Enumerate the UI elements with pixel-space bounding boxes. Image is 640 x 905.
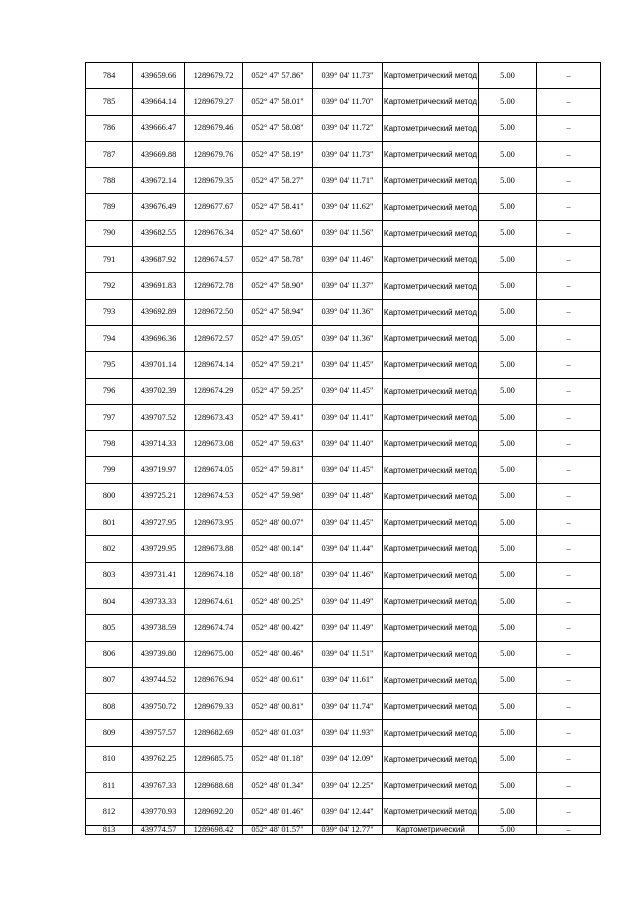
latitude-cell: 052° 47' 59.21" xyxy=(243,352,313,378)
longitude-cell: 039° 04' 11.40" xyxy=(313,431,383,457)
x-coordinate-cell: 439669.88 xyxy=(133,141,185,167)
longitude-cell: 039° 04' 11.37" xyxy=(313,273,383,299)
accuracy-cell: 5.00 xyxy=(479,115,537,141)
note-cell: – xyxy=(537,562,601,588)
accuracy-cell: 5.00 xyxy=(479,773,537,799)
point-number-cell: 803 xyxy=(86,562,133,588)
point-number-cell: 809 xyxy=(86,720,133,746)
point-number-cell: 795 xyxy=(86,352,133,378)
method-cell: Картометрический метод xyxy=(383,404,479,430)
accuracy-cell: 5.00 xyxy=(479,431,537,457)
longitude-cell: 039° 04' 11.71" xyxy=(313,168,383,194)
longitude-cell: 039° 04' 11.49" xyxy=(313,615,383,641)
accuracy-cell: 5.00 xyxy=(479,141,537,167)
latitude-cell: 052° 47' 58.27" xyxy=(243,168,313,194)
y-coordinate-cell: 1289674.53 xyxy=(185,483,243,509)
x-coordinate-cell: 439682.55 xyxy=(133,220,185,246)
x-coordinate-cell: 439738.59 xyxy=(133,615,185,641)
point-number-cell: 794 xyxy=(86,325,133,351)
method-cell: Картометрический метод xyxy=(383,220,479,246)
point-number-cell: 788 xyxy=(86,168,133,194)
longitude-cell: 039° 04' 11.70" xyxy=(313,89,383,115)
note-cell: – xyxy=(537,746,601,772)
y-coordinate-cell: 1289674.29 xyxy=(185,378,243,404)
note-cell: – xyxy=(537,89,601,115)
point-number-cell: 796 xyxy=(86,378,133,404)
note-cell: – xyxy=(537,431,601,457)
y-coordinate-cell: 1289674.74 xyxy=(185,615,243,641)
longitude-cell: 039° 04' 11.73" xyxy=(313,63,383,89)
x-coordinate-cell: 439692.89 xyxy=(133,299,185,325)
latitude-cell: 052° 48' 01.03" xyxy=(243,720,313,746)
y-coordinate-cell: 1289679.27 xyxy=(185,89,243,115)
point-number-cell: 791 xyxy=(86,247,133,273)
table-row xyxy=(86,694,601,720)
note-cell: – xyxy=(537,667,601,693)
x-coordinate-cell: 439676.49 xyxy=(133,194,185,220)
y-coordinate-cell: 1289692.20 xyxy=(185,799,243,825)
latitude-cell: 052° 47' 58.41" xyxy=(243,194,313,220)
method-cell: Картометрический метод xyxy=(383,720,479,746)
x-coordinate-cell: 439762.25 xyxy=(133,746,185,772)
point-number-cell: 804 xyxy=(86,588,133,614)
table-row xyxy=(86,825,601,834)
note-cell: – xyxy=(537,694,601,720)
table-row xyxy=(86,562,601,588)
y-coordinate-cell: 1289679.72 xyxy=(185,63,243,89)
x-coordinate-cell: 439691.83 xyxy=(133,273,185,299)
method-cell: Картометрический метод xyxy=(383,536,479,562)
longitude-cell: 039° 04' 12.25" xyxy=(313,773,383,799)
table-row xyxy=(86,352,601,378)
longitude-cell: 039° 04' 12.77" xyxy=(313,825,383,834)
point-number-cell: 808 xyxy=(86,694,133,720)
point-number-cell: 801 xyxy=(86,510,133,536)
method-cell: Картометрический метод xyxy=(383,667,479,693)
latitude-cell: 052° 48' 00.07" xyxy=(243,510,313,536)
latitude-cell: 052° 47' 57.86" xyxy=(243,63,313,89)
longitude-cell: 039° 04' 11.72" xyxy=(313,115,383,141)
x-coordinate-cell: 439767.33 xyxy=(133,773,185,799)
point-number-cell: 805 xyxy=(86,615,133,641)
latitude-cell: 052° 47' 58.94" xyxy=(243,299,313,325)
table-row xyxy=(86,641,601,667)
accuracy-cell: 5.00 xyxy=(479,694,537,720)
latitude-cell: 052° 47' 58.90" xyxy=(243,273,313,299)
accuracy-cell: 5.00 xyxy=(479,641,537,667)
table-row xyxy=(86,325,601,351)
method-cell: Картометрический метод xyxy=(383,615,479,641)
note-cell: – xyxy=(537,404,601,430)
x-coordinate-cell: 439707.52 xyxy=(133,404,185,430)
latitude-cell: 052° 48' 00.42" xyxy=(243,615,313,641)
x-coordinate-cell: 439702.39 xyxy=(133,378,185,404)
note-cell: – xyxy=(537,325,601,351)
note-cell: – xyxy=(537,378,601,404)
x-coordinate-cell: 439687.92 xyxy=(133,247,185,273)
latitude-cell: 052° 47' 59.25" xyxy=(243,378,313,404)
longitude-cell: 039° 04' 11.45" xyxy=(313,378,383,404)
method-cell: Картометрический метод xyxy=(383,141,479,167)
longitude-cell: 039° 04' 11.41" xyxy=(313,404,383,430)
y-coordinate-cell: 1289673.88 xyxy=(185,536,243,562)
longitude-cell: 039° 04' 11.56" xyxy=(313,220,383,246)
y-coordinate-cell: 1289676.34 xyxy=(185,220,243,246)
method-cell: Картометрический метод xyxy=(383,694,479,720)
table-row xyxy=(86,773,601,799)
latitude-cell: 052° 48' 00.46" xyxy=(243,641,313,667)
longitude-cell: 039° 04' 11.73" xyxy=(313,141,383,167)
x-coordinate-cell: 439731.41 xyxy=(133,562,185,588)
method-cell: Картометрический метод xyxy=(383,89,479,115)
x-coordinate-cell: 439719.97 xyxy=(133,457,185,483)
method-cell: Картометрический метод xyxy=(383,352,479,378)
x-coordinate-cell: 439757.57 xyxy=(133,720,185,746)
method-cell: Картометрический метод xyxy=(383,562,479,588)
y-coordinate-cell: 1289677.67 xyxy=(185,194,243,220)
method-cell: Картометрический метод xyxy=(383,325,479,351)
note-cell: – xyxy=(537,141,601,167)
latitude-cell: 052° 48' 01.34" xyxy=(243,773,313,799)
method-cell: Картометрический метод xyxy=(383,299,479,325)
point-number-cell: 813 xyxy=(86,825,133,834)
table-row xyxy=(86,220,601,246)
accuracy-cell: 5.00 xyxy=(479,720,537,746)
table-row xyxy=(86,510,601,536)
y-coordinate-cell: 1289674.61 xyxy=(185,588,243,614)
note-cell: – xyxy=(537,825,601,834)
x-coordinate-cell: 439770.93 xyxy=(133,799,185,825)
note-cell: – xyxy=(537,352,601,378)
note-cell: – xyxy=(537,194,601,220)
y-coordinate-cell: 1289674.57 xyxy=(185,247,243,273)
accuracy-cell: 5.00 xyxy=(479,799,537,825)
point-number-cell: 812 xyxy=(86,799,133,825)
table-row xyxy=(86,168,601,194)
accuracy-cell: 5.00 xyxy=(479,299,537,325)
x-coordinate-cell: 439725.21 xyxy=(133,483,185,509)
x-coordinate-cell: 439714.33 xyxy=(133,431,185,457)
accuracy-cell: 5.00 xyxy=(479,667,537,693)
y-coordinate-cell: 1289688.68 xyxy=(185,773,243,799)
table-row xyxy=(86,799,601,825)
note-cell: – xyxy=(537,641,601,667)
note-cell: – xyxy=(537,483,601,509)
accuracy-cell: 5.00 xyxy=(479,89,537,115)
y-coordinate-cell: 1289675.00 xyxy=(185,641,243,667)
note-cell: – xyxy=(537,799,601,825)
table-row xyxy=(86,457,601,483)
point-number-cell: 810 xyxy=(86,746,133,772)
note-cell: – xyxy=(537,773,601,799)
y-coordinate-cell: 1289672.57 xyxy=(185,325,243,351)
method-cell: Картометрический метод xyxy=(383,799,479,825)
point-number-cell: 811 xyxy=(86,773,133,799)
y-coordinate-cell: 1289698.42 xyxy=(185,825,243,834)
note-cell: – xyxy=(537,168,601,194)
longitude-cell: 039° 04' 12.44" xyxy=(313,799,383,825)
accuracy-cell: 5.00 xyxy=(479,457,537,483)
latitude-cell: 052° 47' 58.60" xyxy=(243,220,313,246)
y-coordinate-cell: 1289672.50 xyxy=(185,299,243,325)
point-number-cell: 800 xyxy=(86,483,133,509)
method-cell: Картометрический метод xyxy=(383,483,479,509)
table-row xyxy=(86,194,601,220)
table-row xyxy=(86,536,601,562)
method-cell: Картометрический метод xyxy=(383,115,479,141)
table-row xyxy=(86,404,601,430)
latitude-cell: 052° 47' 58.19" xyxy=(243,141,313,167)
accuracy-cell: 5.00 xyxy=(479,825,537,834)
accuracy-cell: 5.00 xyxy=(479,510,537,536)
table-row xyxy=(86,63,601,89)
y-coordinate-cell: 1289674.14 xyxy=(185,352,243,378)
y-coordinate-cell: 1289674.18 xyxy=(185,562,243,588)
table-row xyxy=(86,115,601,141)
x-coordinate-cell: 439744.52 xyxy=(133,667,185,693)
longitude-cell: 039° 04' 11.46" xyxy=(313,562,383,588)
point-number-cell: 792 xyxy=(86,273,133,299)
y-coordinate-cell: 1289679.46 xyxy=(185,115,243,141)
method-cell: Картометрический метод xyxy=(383,378,479,404)
table-row xyxy=(86,720,601,746)
y-coordinate-cell: 1289676.94 xyxy=(185,667,243,693)
table-row xyxy=(86,141,601,167)
accuracy-cell: 5.00 xyxy=(479,168,537,194)
latitude-cell: 052° 48' 00.61" xyxy=(243,667,313,693)
note-cell: – xyxy=(537,115,601,141)
method-cell: Картометрический метод xyxy=(383,273,479,299)
y-coordinate-cell: 1289679.76 xyxy=(185,141,243,167)
accuracy-cell: 5.00 xyxy=(479,483,537,509)
x-coordinate-cell: 439739.80 xyxy=(133,641,185,667)
x-coordinate-cell: 439774.57 xyxy=(133,825,185,834)
table-row xyxy=(86,588,601,614)
accuracy-cell: 5.00 xyxy=(479,273,537,299)
point-number-cell: 802 xyxy=(86,536,133,562)
latitude-cell: 052° 47' 58.78" xyxy=(243,247,313,273)
table-row xyxy=(86,247,601,273)
point-number-cell: 807 xyxy=(86,667,133,693)
y-coordinate-cell: 1289674.05 xyxy=(185,457,243,483)
latitude-cell: 052° 48' 01.18" xyxy=(243,746,313,772)
longitude-cell: 039° 04' 11.45" xyxy=(313,352,383,378)
method-cell: Картометрический метод xyxy=(383,194,479,220)
latitude-cell: 052° 48' 01.57" xyxy=(243,825,313,834)
latitude-cell: 052° 47' 58.08" xyxy=(243,115,313,141)
method-cell: Картометрический метод xyxy=(383,746,479,772)
point-number-cell: 799 xyxy=(86,457,133,483)
accuracy-cell: 5.00 xyxy=(479,378,537,404)
longitude-cell: 039° 04' 11.93" xyxy=(313,720,383,746)
point-number-cell: 787 xyxy=(86,141,133,167)
method-cell: Картометрический метод xyxy=(383,431,479,457)
longitude-cell: 039° 04' 11.36" xyxy=(313,299,383,325)
latitude-cell: 052° 47' 59.63" xyxy=(243,431,313,457)
accuracy-cell: 5.00 xyxy=(479,63,537,89)
x-coordinate-cell: 439666.47 xyxy=(133,115,185,141)
longitude-cell: 039° 04' 11.44" xyxy=(313,536,383,562)
method-cell: Картометрический метод xyxy=(383,510,479,536)
longitude-cell: 039° 04' 11.36" xyxy=(313,325,383,351)
x-coordinate-cell: 439750.72 xyxy=(133,694,185,720)
note-cell: – xyxy=(537,299,601,325)
table-row xyxy=(86,299,601,325)
note-cell: – xyxy=(537,615,601,641)
table-row xyxy=(86,378,601,404)
method-cell: Картометрический метод xyxy=(383,773,479,799)
point-number-cell: 786 xyxy=(86,115,133,141)
y-coordinate-cell: 1289673.08 xyxy=(185,431,243,457)
y-coordinate-cell: 1289673.43 xyxy=(185,404,243,430)
point-number-cell: 789 xyxy=(86,194,133,220)
y-coordinate-cell: 1289679.35 xyxy=(185,168,243,194)
point-number-cell: 785 xyxy=(86,89,133,115)
note-cell: – xyxy=(537,63,601,89)
longitude-cell: 039° 04' 11.46" xyxy=(313,247,383,273)
y-coordinate-cell: 1289682.69 xyxy=(185,720,243,746)
y-coordinate-cell: 1289685.75 xyxy=(185,746,243,772)
note-cell: – xyxy=(537,247,601,273)
table-body xyxy=(86,63,601,835)
accuracy-cell: 5.00 xyxy=(479,247,537,273)
point-number-cell: 790 xyxy=(86,220,133,246)
table-row xyxy=(86,483,601,509)
accuracy-cell: 5.00 xyxy=(479,325,537,351)
note-cell: – xyxy=(537,536,601,562)
x-coordinate-cell: 439672.14 xyxy=(133,168,185,194)
accuracy-cell: 5.00 xyxy=(479,562,537,588)
latitude-cell: 052° 47' 59.81" xyxy=(243,457,313,483)
table-row xyxy=(86,615,601,641)
latitude-cell: 052° 47' 59.05" xyxy=(243,325,313,351)
y-coordinate-cell: 1289673.95 xyxy=(185,510,243,536)
point-number-cell: 784 xyxy=(86,63,133,89)
longitude-cell: 039° 04' 12.09" xyxy=(313,746,383,772)
x-coordinate-cell: 439733.33 xyxy=(133,588,185,614)
latitude-cell: 052° 48' 01.46" xyxy=(243,799,313,825)
longitude-cell: 039° 04' 11.61" xyxy=(313,667,383,693)
y-coordinate-cell: 1289679.33 xyxy=(185,694,243,720)
note-cell: – xyxy=(537,510,601,536)
longitude-cell: 039° 04' 11.48" xyxy=(313,483,383,509)
x-coordinate-cell: 439727.95 xyxy=(133,510,185,536)
table-row xyxy=(86,431,601,457)
latitude-cell: 052° 48' 00.25" xyxy=(243,588,313,614)
latitude-cell: 052° 47' 59.98" xyxy=(243,483,313,509)
accuracy-cell: 5.00 xyxy=(479,536,537,562)
y-coordinate-cell: 1289672.78 xyxy=(185,273,243,299)
note-cell: – xyxy=(537,273,601,299)
accuracy-cell: 5.00 xyxy=(479,588,537,614)
longitude-cell: 039° 04' 11.62" xyxy=(313,194,383,220)
method-cell: Картометрический метод xyxy=(383,588,479,614)
method-cell: Картометрический метод xyxy=(383,247,479,273)
latitude-cell: 052° 48' 00.14" xyxy=(243,536,313,562)
latitude-cell: 052° 47' 58.01" xyxy=(243,89,313,115)
point-number-cell: 793 xyxy=(86,299,133,325)
note-cell: – xyxy=(537,220,601,246)
note-cell: – xyxy=(537,457,601,483)
table-row xyxy=(86,667,601,693)
x-coordinate-cell: 439729.95 xyxy=(133,536,185,562)
note-cell: – xyxy=(537,720,601,746)
latitude-cell: 052° 48' 00.18" xyxy=(243,562,313,588)
longitude-cell: 039° 04' 11.45" xyxy=(313,510,383,536)
point-number-cell: 797 xyxy=(86,404,133,430)
longitude-cell: 039° 04' 11.74" xyxy=(313,694,383,720)
method-cell: Картометрический xyxy=(383,825,479,834)
latitude-cell: 052° 47' 59.41" xyxy=(243,404,313,430)
method-cell: Картометрический метод xyxy=(383,63,479,89)
longitude-cell: 039° 04' 11.45" xyxy=(313,457,383,483)
point-number-cell: 806 xyxy=(86,641,133,667)
method-cell: Картометрический метод xyxy=(383,641,479,667)
accuracy-cell: 5.00 xyxy=(479,615,537,641)
table-row xyxy=(86,89,601,115)
x-coordinate-cell: 439696.36 xyxy=(133,325,185,351)
coordinates-table xyxy=(85,62,601,835)
x-coordinate-cell: 439701.14 xyxy=(133,352,185,378)
x-coordinate-cell: 439659.66 xyxy=(133,63,185,89)
table-row xyxy=(86,273,601,299)
longitude-cell: 039° 04' 11.51" xyxy=(313,641,383,667)
x-coordinate-cell: 439664.14 xyxy=(133,89,185,115)
note-cell: – xyxy=(537,588,601,614)
accuracy-cell: 5.00 xyxy=(479,194,537,220)
longitude-cell: 039° 04' 11.49" xyxy=(313,588,383,614)
method-cell: Картометрический метод xyxy=(383,457,479,483)
method-cell: Картометрический метод xyxy=(383,168,479,194)
latitude-cell: 052° 48' 00.81" xyxy=(243,694,313,720)
accuracy-cell: 5.00 xyxy=(479,746,537,772)
accuracy-cell: 5.00 xyxy=(479,352,537,378)
accuracy-cell: 5.00 xyxy=(479,220,537,246)
table-row xyxy=(86,746,601,772)
accuracy-cell: 5.00 xyxy=(479,404,537,430)
point-number-cell: 798 xyxy=(86,431,133,457)
